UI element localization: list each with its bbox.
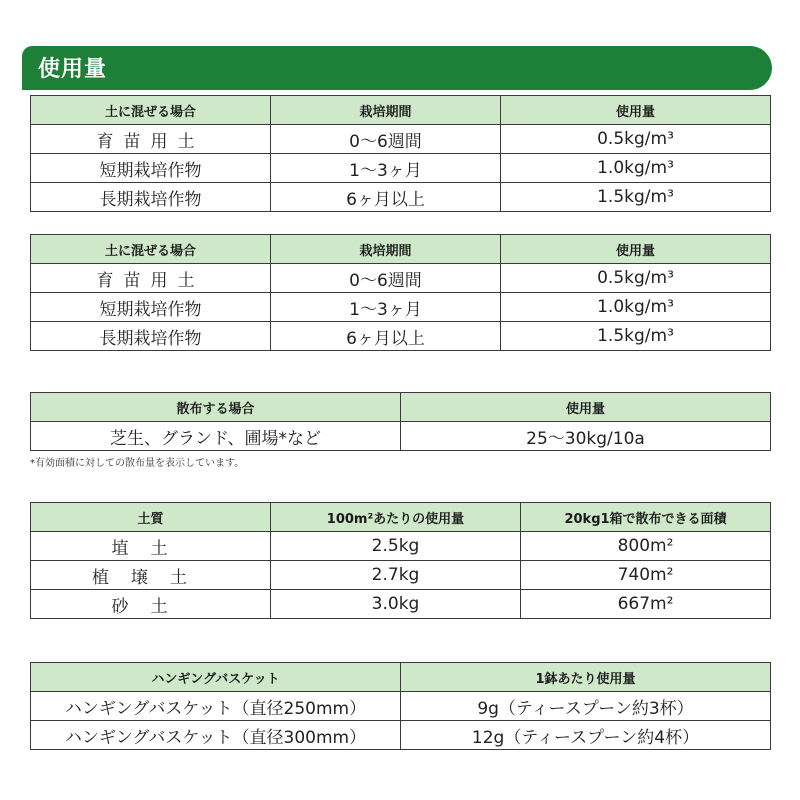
table-row (31, 590, 771, 619)
table-cell: 0〜6週間 (271, 264, 501, 293)
table-header-row (31, 393, 771, 422)
table-row (31, 154, 771, 183)
header-cell: 土に混ぜる場合 (31, 235, 271, 264)
table-row (31, 125, 771, 154)
table-cell: 1〜3ヶ月 (271, 293, 501, 322)
header-cell: 使用量 (501, 96, 771, 125)
table-cell: 短期栽培作物 (31, 293, 271, 322)
table-row (31, 532, 771, 561)
table-cell: 1〜3ヶ月 (271, 154, 501, 183)
table-cell: 育苗用土 (31, 264, 271, 293)
table-cell: 1.5kg/m³ (501, 322, 771, 351)
table-cell: 3.0kg (271, 590, 521, 619)
table-cell: 12g（ティースプーン約4杯） (401, 721, 771, 750)
table-cell: 芝生、グランド、圃場*など (31, 422, 401, 451)
header-cell: ハンギングバスケット (31, 663, 401, 692)
section-banner (22, 46, 772, 90)
table-cell: 長期栽培作物 (31, 322, 271, 351)
table-cell: 0.5kg/m³ (501, 264, 771, 293)
table-cell: 育苗用土 (31, 125, 271, 154)
table-cell: 2.5kg (271, 532, 521, 561)
table-cell: 6ヶ月以上 (271, 322, 501, 351)
basket-table (30, 662, 771, 750)
table-header-row (31, 235, 771, 264)
soil-table (30, 502, 771, 619)
table-row (31, 183, 771, 212)
table-cell: 長期栽培作物 (31, 183, 271, 212)
table-row (31, 721, 771, 750)
table-row (31, 293, 771, 322)
table-cell: 砂土 (31, 590, 271, 619)
header-cell: 散布する場合 (31, 393, 401, 422)
header-cell: 土に混ぜる場合 (31, 96, 271, 125)
table-cell: ハンギングバスケット（直径300mm） (31, 721, 401, 750)
header-cell: 土質 (31, 503, 271, 532)
mix-table-1 (30, 95, 771, 212)
header-cell: 100m²あたりの使用量 (271, 503, 521, 532)
table-cell: 1.0kg/m³ (501, 154, 771, 183)
table-cell: 植壌土 (31, 561, 271, 590)
table-cell: 6ヶ月以上 (271, 183, 501, 212)
table-cell: 埴土 (31, 532, 271, 561)
table-cell: 800m² (521, 532, 771, 561)
table-cell: 0.5kg/m³ (501, 125, 771, 154)
table-cell: 25〜30kg/10a (401, 422, 771, 451)
header-cell: 20kg1箱で散布できる面積 (521, 503, 771, 532)
table-cell: 9g（ティースプーン約3杯） (401, 692, 771, 721)
table-cell: 0〜6週間 (271, 125, 501, 154)
spread-table (30, 392, 771, 451)
table-cell: 2.7kg (271, 561, 521, 590)
section-title: 使用量 (38, 57, 108, 82)
table-header-row (31, 96, 771, 125)
table-row (31, 692, 771, 721)
table-cell: 1.0kg/m³ (501, 293, 771, 322)
table-row (31, 422, 771, 451)
table-cell: 短期栽培作物 (31, 154, 271, 183)
table-header-row (31, 503, 771, 532)
table-cell: 740m² (521, 561, 771, 590)
table-cell: ハンギングバスケット（直径250mm） (31, 692, 401, 721)
mix-table-2 (30, 234, 771, 351)
table-cell: 1.5kg/m³ (501, 183, 771, 212)
header-cell: 栽培期間 (271, 96, 501, 125)
header-cell: 使用量 (401, 393, 771, 422)
table-row (31, 561, 771, 590)
header-cell: 栽培期間 (271, 235, 501, 264)
header-cell: 使用量 (501, 235, 771, 264)
header-cell: 1鉢あたり使用量 (401, 663, 771, 692)
table-row (31, 322, 771, 351)
table-cell: 667m² (521, 590, 771, 619)
table-header-row (31, 663, 771, 692)
table-row (31, 264, 771, 293)
spread-note: *有効面積に対しての散布量を表示しています。 (30, 458, 245, 469)
